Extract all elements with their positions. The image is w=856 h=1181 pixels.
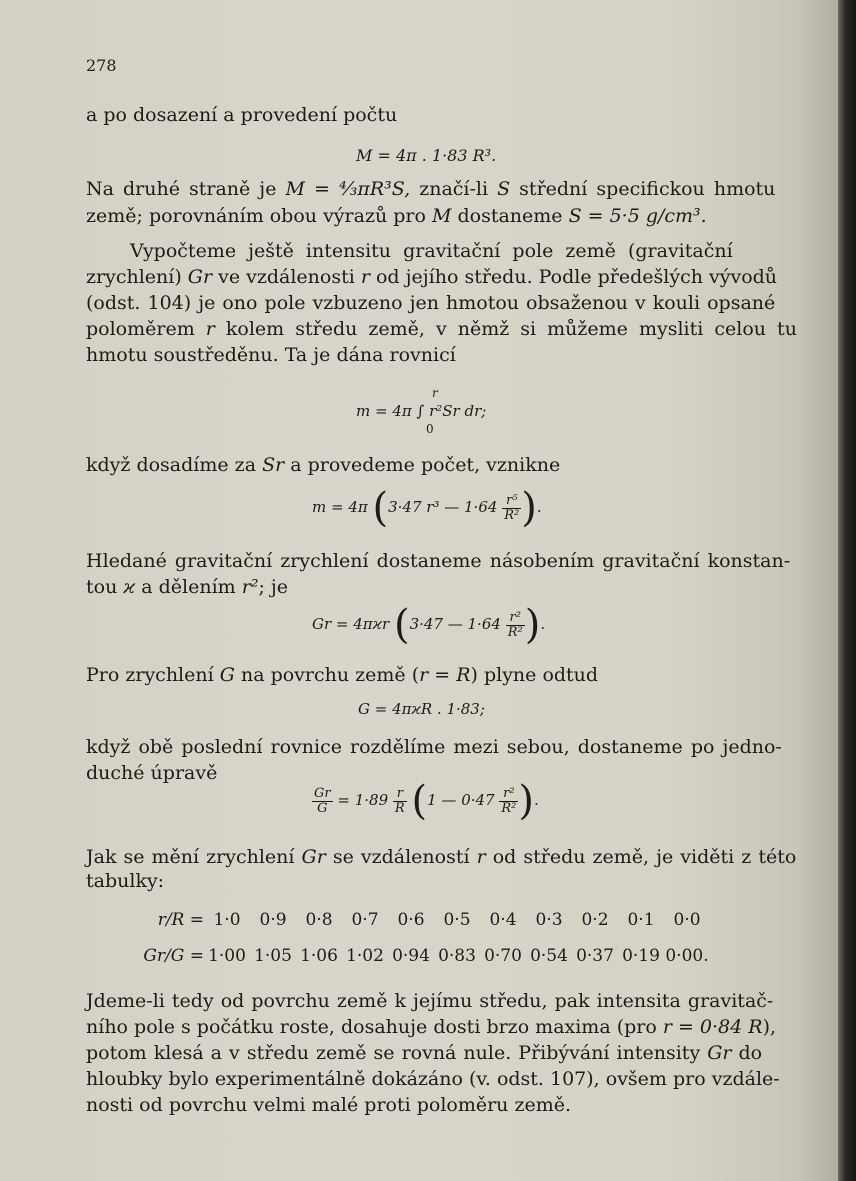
table-row-radius xyxy=(128,910,710,930)
text-line: hloubky bylo experimentálně dokázáno (v. odst. 107), ovšem pro vzdále- xyxy=(86,1068,780,1090)
text-line: tou ϰ a dělením r²; je xyxy=(86,576,289,598)
text-line: (odst. 104) je ono pole vzbuzeno jen hmotou obsaženou v kouli opsané xyxy=(86,292,776,314)
table-cell: 0·2 xyxy=(581,910,609,930)
text-line: Jdeme-li tedy od povrchu země k jejímu středu, pak intensita gravitač- xyxy=(86,990,774,1012)
text-line: když obě poslední rovnice rozdělíme mezi sebou, dostaneme po jedno- xyxy=(86,736,782,758)
page-number: 278 xyxy=(86,56,117,75)
table-cell: 1·06 xyxy=(300,946,338,966)
text-line: poloměrem r kolem středu země, v němž si můžeme mysliti celou tu xyxy=(86,318,797,340)
text-line: a po dosazení a provedení počtu xyxy=(86,104,398,126)
table-cell: 0·3 xyxy=(535,910,563,930)
table-cell: 0·7 xyxy=(351,910,379,930)
table-cell: 1·0 xyxy=(213,910,241,930)
text-line: ního pole s počátku roste, dosahuje dosti brzo maxima (pro r = 0·84 R), xyxy=(86,1016,777,1038)
book-spine-edge xyxy=(838,0,856,1181)
table-cell: 0·83 xyxy=(438,946,476,966)
text-line: hmotu soustředěnu. Ta je dána rovnicí xyxy=(86,344,456,366)
text-line: duché úpravě xyxy=(86,762,218,784)
text-line: potom klesá a v středu země se rovná nule. Přibývání intensity Gr do xyxy=(86,1042,763,1064)
text-line: Pro zrychlení G na povrchu země (r = R) plyne odtud xyxy=(86,664,599,686)
table-cell: 0·4 xyxy=(489,910,517,930)
text-line: Hledané gravitační zrychlení dostaneme násobením gravitační konstan- xyxy=(86,550,791,572)
table-label: r/R = xyxy=(157,910,204,930)
table-cell: 0·94 xyxy=(392,946,430,966)
equation-mass: M = 4π . 1·83 R³. xyxy=(356,146,497,165)
table-cell: 0·70 xyxy=(484,946,522,966)
table-cell: 0·0 xyxy=(673,910,701,930)
equation-mass-r: m = 4π (3·47 r³ — 1·64 $\frac{\text{r⁵}}{\text{R²}}$ ). xyxy=(312,485,542,531)
text-line: Jak se mění zrychlení Gr se vzdáleností r od středu země, je viděti z této xyxy=(86,846,797,868)
text-line: když dosadíme za Sr a provedeme počet, vznikne xyxy=(86,454,561,476)
integral-lower-limit: 0 xyxy=(426,422,434,436)
integral-upper-limit: r xyxy=(432,386,438,400)
table-cell: 0·8 xyxy=(305,910,333,930)
table-label: Gr/G = xyxy=(143,946,204,966)
table-row-gravity xyxy=(128,946,710,966)
text-line: Na druhé straně je M = ⁴⁄₃πR³S, značí-li S střední specifickou hmotu xyxy=(86,178,776,200)
equation-integral: m = 4π ∫ r²Sr dr; xyxy=(356,402,487,420)
equation-surface-gravity: G = 4πϰR . 1·83; xyxy=(358,700,485,718)
text-line: Vypočteme ještě intensitu gravitační pole země (gravitační xyxy=(130,240,733,262)
table-cell: 0·54 xyxy=(530,946,568,966)
table-cell: 0·5 xyxy=(443,910,471,930)
table-cell: 0·37 xyxy=(576,946,614,966)
equation-ratio: $\frac{Gr}{G}$ = 1·89 $\frac{r}{R}$ (1 — 0·47 $\frac{\text{r²}}{\text{R²}}$ ). xyxy=(314,778,539,824)
equation-gravity-r: Gr = 4πϰr (3·47 — 1·64 $\frac{\text{r²}}{\text{R²}}$ ). xyxy=(312,602,546,648)
table-cell: 1·05 xyxy=(254,946,292,966)
table-cell: 1·00 xyxy=(208,946,246,966)
text-line: zrychlení) Gr ve vzdálenosti r od jejího středu. Podle předešlých vývodů xyxy=(86,266,778,288)
text-line: tabulky: xyxy=(86,870,165,892)
text-line: nosti od povrchu velmi malé proti poloměru země. xyxy=(86,1094,572,1116)
table-cell: 0·19 xyxy=(622,946,660,966)
table-cell: 0·1 xyxy=(627,910,655,930)
table-cell: 0·9 xyxy=(259,910,287,930)
text-line: země; porovnáním obou výrazů pro M dostaneme S = 5·5 g/cm³. xyxy=(86,205,707,227)
table-cell: 1·02 xyxy=(346,946,384,966)
table-cell: 0·00. xyxy=(665,946,709,966)
table-cell: 0·6 xyxy=(397,910,425,930)
